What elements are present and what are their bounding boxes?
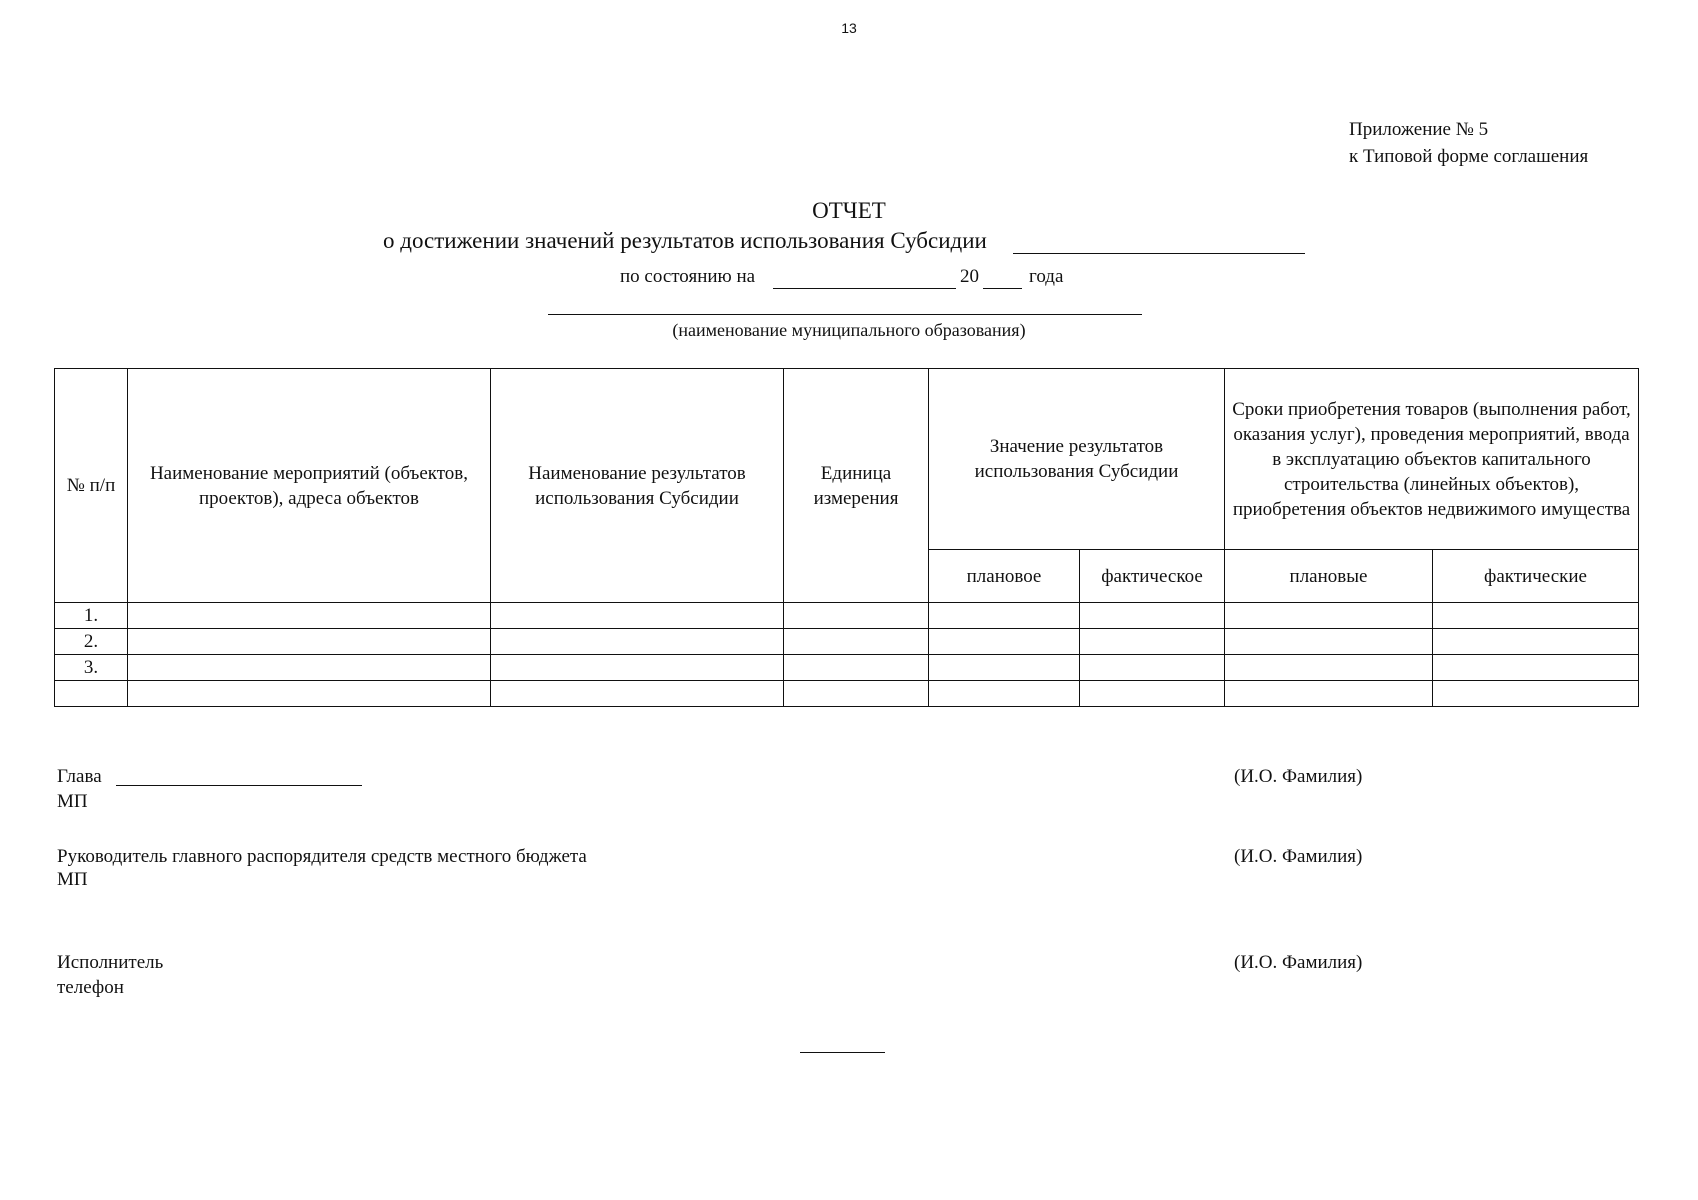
- head-signature-blank: [116, 785, 362, 786]
- table-cell: [1225, 681, 1433, 707]
- table-cell: [491, 603, 784, 629]
- table-cell: [1225, 655, 1433, 681]
- appendix-line-1: Приложение № 5: [1349, 119, 1489, 140]
- table-cell: [1225, 603, 1433, 629]
- header-results: Наименование результатов использования Субсидии: [491, 369, 784, 603]
- table-cell: [1225, 629, 1433, 655]
- report-table: [54, 368, 1639, 707]
- table-cell: [929, 681, 1080, 707]
- table-row: [55, 681, 1639, 707]
- table-cell: [128, 655, 491, 681]
- footer-divider: [800, 1052, 885, 1053]
- as-of-date-blank: [773, 288, 956, 289]
- header-unit: Единица измерения: [784, 369, 929, 603]
- table-cell: [1433, 629, 1639, 655]
- manager-stamp-label: МП: [57, 869, 88, 890]
- as-of-label: по состоянию на: [620, 266, 756, 287]
- manager-name: (И.О. Фамилия): [1234, 846, 1363, 867]
- executor-label: Исполнитель: [57, 952, 164, 973]
- report-subtitle: о достижении значений результатов использования Субсидии: [383, 228, 987, 253]
- executor-phone-label: телефон: [57, 977, 124, 998]
- table-cell: [929, 629, 1080, 655]
- executor-name: (И.О. Фамилия): [1234, 952, 1363, 973]
- table-cell: [1080, 681, 1225, 707]
- table-row: [55, 655, 1639, 681]
- table-cell: [784, 655, 929, 681]
- header-events: Наименование мероприятий (объектов, проектов), адреса объектов: [128, 369, 491, 603]
- municipality-blank: [548, 314, 1142, 315]
- as-of-year-blank: [983, 288, 1022, 289]
- table-cell: [784, 681, 929, 707]
- page-number: 13: [841, 20, 857, 36]
- table-cell: [1080, 629, 1225, 655]
- row-number: [55, 681, 128, 707]
- table-cell: [929, 603, 1080, 629]
- table-cell: [491, 681, 784, 707]
- header-num: № п/п: [55, 369, 128, 603]
- table-cell: [128, 629, 491, 655]
- table-cell: [1080, 655, 1225, 681]
- as-of-suffix: года: [1029, 266, 1064, 287]
- manager-label: Руководитель главного распорядителя средств местного бюджета: [57, 846, 587, 867]
- header-terms-group: Сроки приобретения товаров (выполнения работ, оказания услуг), проведения мероприятий, ввода в эксплуатацию объектов капитального строительства (линейных объектов), приобретения объектов недвижимого имущества: [1225, 369, 1639, 550]
- table-cell: [491, 655, 784, 681]
- row-number: 1.: [55, 603, 128, 629]
- table-cell: [128, 681, 491, 707]
- header-terms-planned: плановые: [1225, 550, 1433, 603]
- head-label: Глава: [57, 766, 102, 787]
- table-cell: [1433, 655, 1639, 681]
- municipality-caption: (наименование муниципального образования): [672, 320, 1026, 340]
- as-of-year-prefix: 20: [960, 266, 979, 287]
- table-row: [55, 629, 1639, 655]
- table-cell: [929, 655, 1080, 681]
- appendix-line-2: к Типовой форме соглашения: [1349, 146, 1589, 167]
- table-cell: [491, 629, 784, 655]
- row-number: 2.: [55, 629, 128, 655]
- table-cell: [1433, 603, 1639, 629]
- table-cell: [1433, 681, 1639, 707]
- header-terms-actual: фактические: [1433, 550, 1639, 603]
- table-cell: [1080, 603, 1225, 629]
- subsidy-name-blank: [1013, 253, 1305, 254]
- table-cell: [784, 603, 929, 629]
- table-cell: [128, 603, 491, 629]
- table-row: [55, 603, 1639, 629]
- head-stamp-label: МП: [57, 791, 88, 812]
- report-title: ОТЧЕТ: [812, 198, 886, 223]
- head-name: (И.О. Фамилия): [1234, 766, 1363, 787]
- header-values-group: Значение результатов использования Субсидии: [929, 369, 1225, 550]
- table-cell: [784, 629, 929, 655]
- header-values-planned: плановое: [929, 550, 1080, 603]
- header-values-actual: фактическое: [1080, 550, 1225, 603]
- row-number: 3.: [55, 655, 128, 681]
- appendix-note: [1349, 116, 1588, 170]
